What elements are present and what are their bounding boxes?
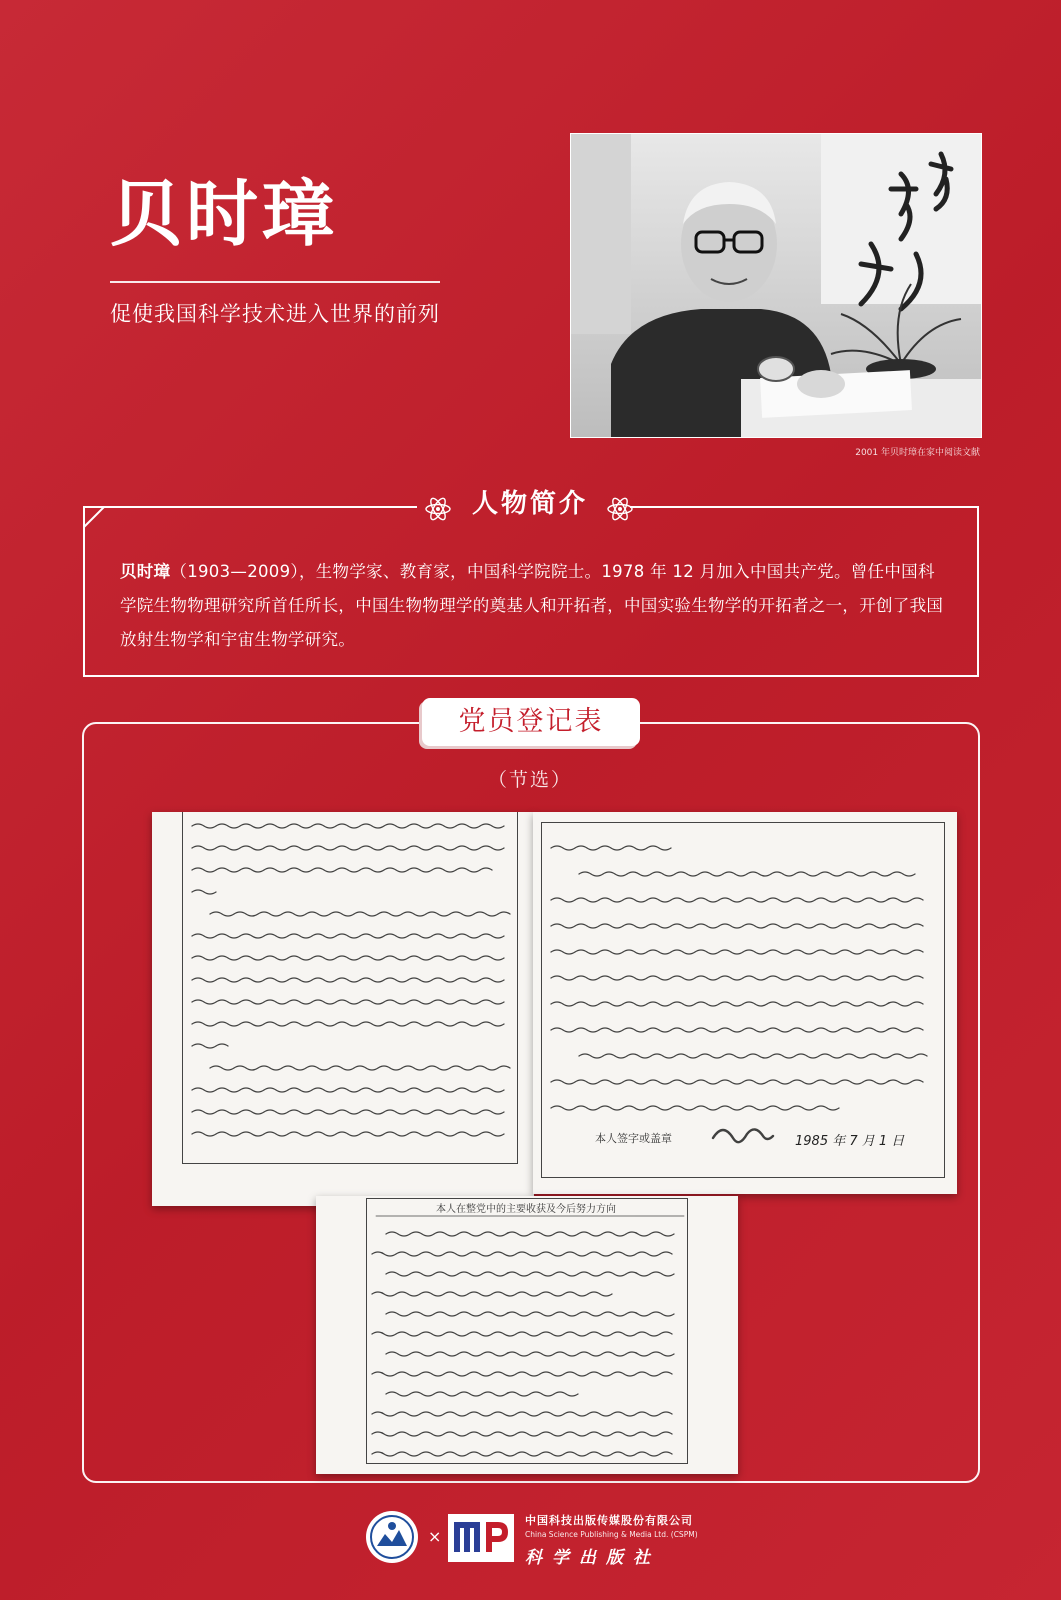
academy-emblem-icon [365, 1510, 419, 1564]
title-divider [110, 281, 440, 283]
page3-heading: 本人在整党中的主要收获及今后努力方向 [436, 1204, 616, 1215]
publisher-name-cn: 中国科技出版传媒股份有限公司 [525, 1514, 693, 1527]
cspm-logo-icon [448, 1510, 514, 1566]
registration-label: 党员登记表 [422, 698, 640, 746]
document-page-3 [316, 1196, 738, 1474]
publisher-name-en: China Science Publishing & Media Ltd. (CSPM) [525, 1530, 698, 1539]
registration-subtitle: （节选） [487, 769, 572, 791]
photo-caption: 2001 年贝时璋在家中阅读文献 [855, 448, 980, 458]
intro-heading: 人物简介 [471, 489, 588, 519]
atom-icon [606, 495, 634, 523]
signature-label: 本人签字或盖章 [595, 1132, 672, 1145]
intro-text [120, 555, 950, 657]
intro-body: （1903—2009），生物学家、教育家，中国科学院院士。1978 年 12 月加入中国共产党。曾任中国科学院生物物理研究所首任所长，中国生物物理学的奠基人和开拓者，中国实验生物学的开拓者之一，开创了我国放射生物学和宇宙生物学研究。 [120, 562, 944, 649]
collaboration-separator: × [428, 1527, 442, 1546]
intro-name: 贝时璋 [120, 562, 171, 581]
person-name: 贝时璋 [110, 171, 339, 256]
document-page-1 [152, 812, 534, 1206]
publisher-wordmark: 科学出版社 [525, 1548, 660, 1568]
document-page-2 [533, 812, 957, 1194]
portrait-illustration [571, 134, 981, 437]
handwriting-lines [316, 1196, 738, 1474]
tagline: 促使我国科学技术进入世界的前列 [110, 302, 440, 326]
page-border [182, 812, 518, 1164]
signature-date: 1985 年 7 月 1 日 [795, 1134, 905, 1149]
portrait-photo [570, 133, 982, 438]
